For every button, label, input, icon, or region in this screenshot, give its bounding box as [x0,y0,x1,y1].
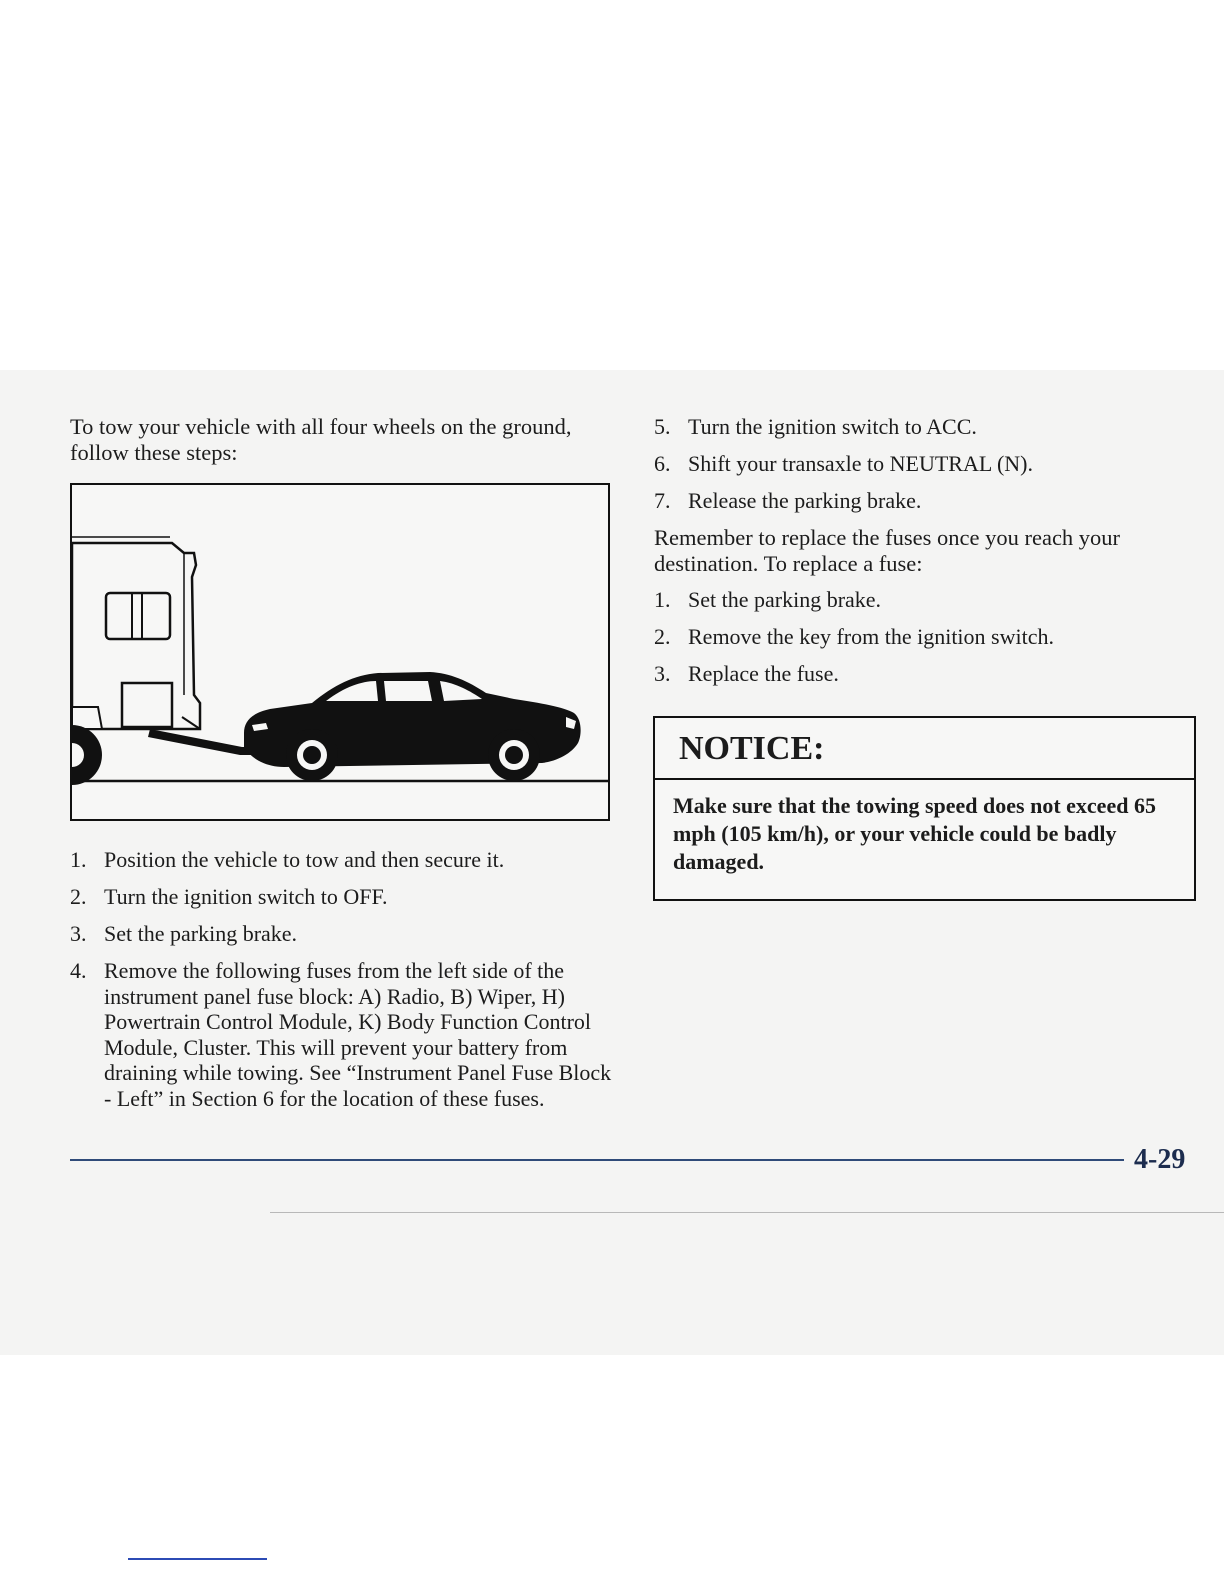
towing-steps-list [70,847,618,1122]
list-item [70,921,618,947]
list-item [654,488,1199,514]
list-item [654,587,1199,613]
step-text: Remove the key from the ignition switch. [688,624,1054,649]
step-number: 2. [70,884,87,909]
list-item [654,661,1199,687]
page-number: 4-29 [1134,1144,1186,1175]
notice-box [653,716,1196,901]
replace-fuse-steps-list [654,587,1199,687]
list-item [654,451,1199,477]
list-item [70,847,618,873]
step-number: 4. [70,958,87,983]
towing-illustration [70,483,610,821]
car-front-window [384,681,432,701]
step-number: 1. [70,847,87,872]
step-text: Shift your transaxle to NEUTRAL (N). [688,451,1034,476]
continued-steps-list [654,414,1199,514]
remember-paragraph: Remember to replace the fuses once you reach your destination. To replace a fuse: [654,525,1121,576]
left-column [70,414,615,466]
step-text: Position the vehicle to tow and then secure it. [104,847,505,872]
list-item [70,884,618,910]
step-text: Remove the following fuses from the left side of the instrument panel fuse block: A) Radio, B) Wiper, H) Powertrain Control Module, K) Body Function Control Module, Cluster. This will prevent your battery from draining while towing. See “Instrument Panel Fuse Block - Left” in Section 6 for the location of these fuses. [104,958,612,1111]
step-text: Release the parking brake. [688,488,922,513]
list-item [654,624,1199,650]
intro-paragraph: To tow your vehicle with all four wheels on the ground, follow these steps: [70,414,572,465]
list-item [70,958,618,1111]
car-rear-hub-center [505,746,523,764]
step-number: 5. [654,414,671,439]
footer-rule [70,1159,1124,1161]
motorhome-window [106,593,170,639]
car-front-hub-center [303,746,321,764]
step-number: 3. [654,661,671,686]
towing-diagram [72,485,610,821]
step-text: Replace the fuse. [688,661,839,686]
scan-edge-line [270,1212,1224,1213]
list-item [654,414,1199,440]
link-underline [128,1558,267,1560]
step-text: Set the parking brake. [688,587,882,612]
step-number: 7. [654,488,671,513]
step-number: 6. [654,451,671,476]
right-column [654,414,1199,698]
notice-body: Make sure that the towing speed does not exceed 65 mph (105 km/h), or your vehicle could be badly damaged. [673,793,1156,874]
notice-title: NOTICE: [655,718,1194,780]
step-text: Turn the ignition switch to ACC. [688,414,977,439]
step-number: 2. [654,624,671,649]
step-text: Turn the ignition switch to OFF. [104,884,388,909]
step-number: 1. [654,587,671,612]
motorhome-compartment [122,683,172,727]
step-number: 3. [70,921,87,946]
step-text: Set the parking brake. [104,921,298,946]
